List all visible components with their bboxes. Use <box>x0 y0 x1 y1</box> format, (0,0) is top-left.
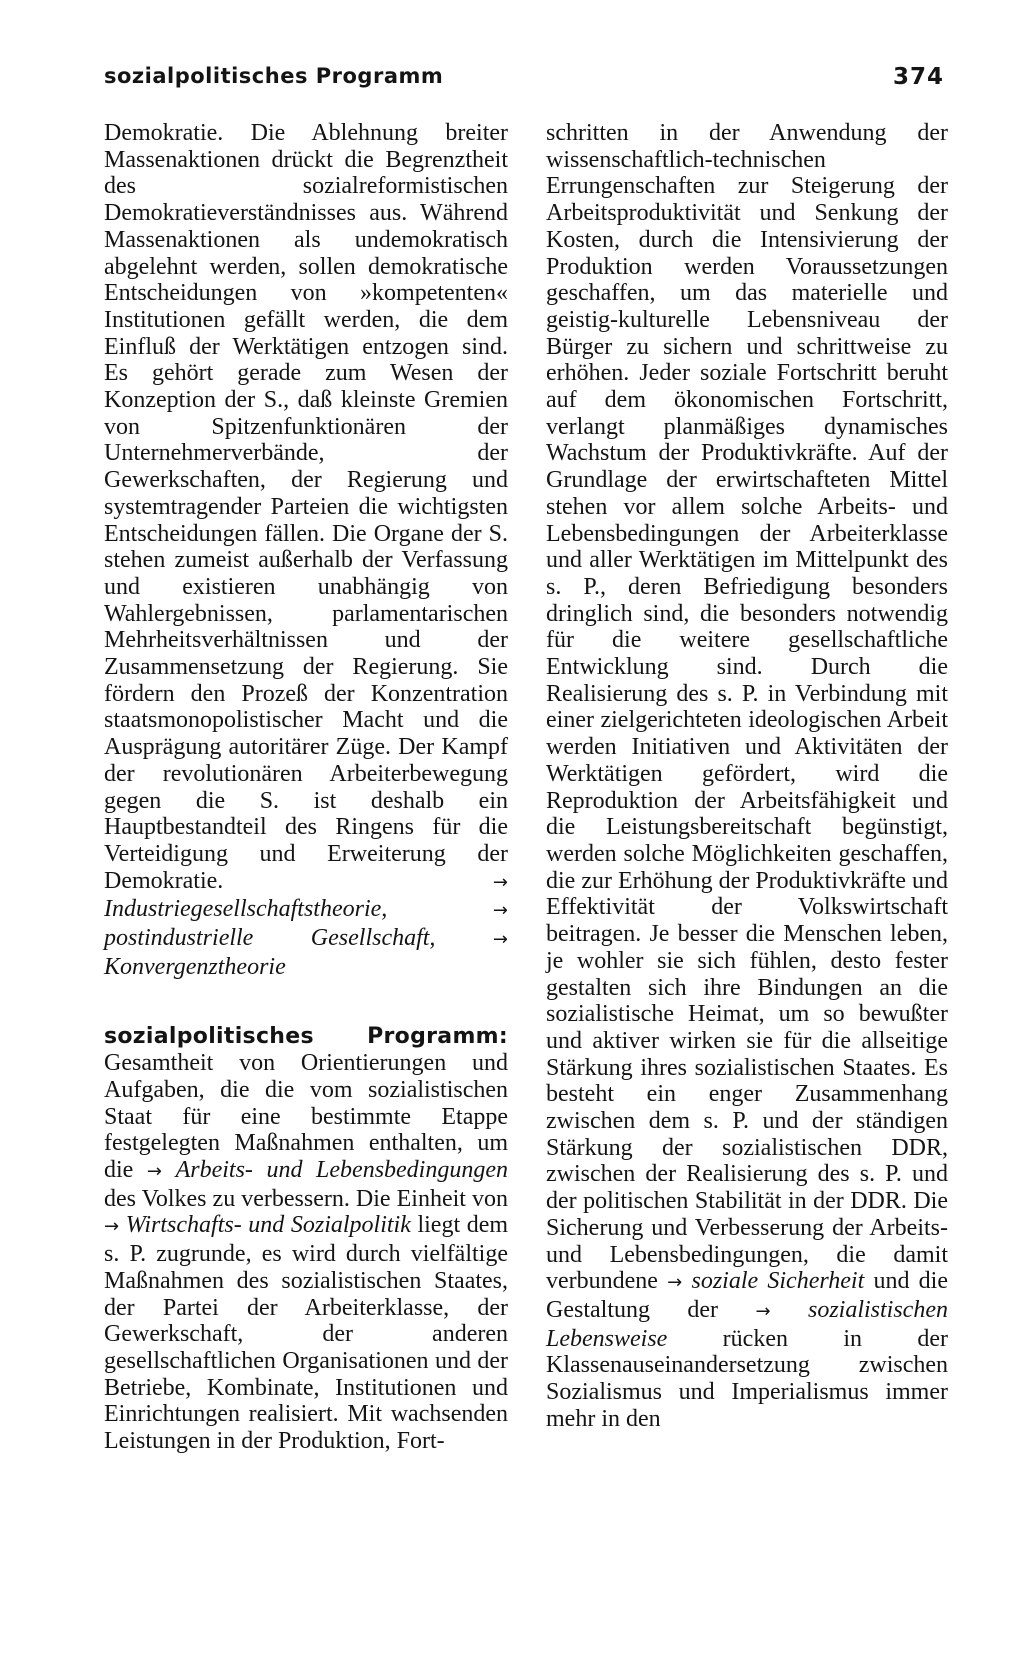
right-column <box>546 120 948 1432</box>
paragraph-text: rücken in der Klassenauseinandersetzung zwischen Sozialismus und Imperialismus immer mehr in den <box>546 1325 948 1432</box>
entry-paragraph <box>104 1023 508 1455</box>
cross-reference-arrow-icon: → <box>146 1161 162 1183</box>
paragraph-text: Demokratie. Die Ablehnung breiter Massenaktionen drückt die Begrenztheit des sozialreformistischen Demokratieverständnisses aus. Während Massenaktionen als undemokratisch abgelehnt werden, sollen demokratische Entscheidungen von »kompetenten« Institutionen gefällt werden, die dem Einfluß der Werktätigen entzogen sind. Es gehört gerade zum Wesen der Konzeption der S., daß kleinste Gremien von Spitzenfunktionären der Unternehmerverbände, der Gewerkschaften, der Regierung und systemtragender Parteien die wichtigsten Entscheidungen fällen. Die Organe der S. stehen zumeist außerhalb der Verfassung und existieren unabhängig von Wahlergebnissen, parlamentarischen Mehrheitsverhältnissen und der Zusammensetzung der Regierung. Sie fördern den Prozeß der Konzentration staatsmonopolistischer Macht und die Ausprägung autoritärer Züge. Der Kampf der revolutionären Arbeiterbewegung gegen die S. ist deshalb ein Hauptbestandteil des Ringens für die Verteidigung und Erweiterung der Demokratie. <box>104 120 508 894</box>
cross-reference-arrow-icon: → <box>667 1272 683 1294</box>
paragraph-text: Gesamtheit von Orientierungen und Aufgaben, die die vom sozialistischen Staat für eine bestimmte Etappe festgelegten Maßnahmen enthalten, um die <box>104 1050 508 1184</box>
cross-reference-arrow-icon: → <box>492 871 508 893</box>
cross-reference-link[interactable]: Wirtschafts- und Sozialpolitik <box>125 1212 411 1239</box>
cross-reference-link[interactable]: postindustrielle Gesellschaft, <box>104 925 436 952</box>
cross-reference-link[interactable]: Arbeits- und Lebensbedingungen <box>175 1157 509 1184</box>
cross-reference-arrow-icon: → <box>104 1216 120 1238</box>
paragraph-text: und die Gestaltung der <box>546 1268 949 1323</box>
paragraph-text: des Volkes zu verbessern. Die Einheit von <box>104 1185 508 1212</box>
cross-reference-link[interactable]: soziale Sicherheit <box>691 1268 865 1295</box>
cross-reference-arrow-icon: → <box>492 900 508 922</box>
page-number: 374 <box>892 64 944 90</box>
left-column <box>104 120 508 1455</box>
cross-reference-link[interactable]: Industriegesellschaftstheorie, <box>104 896 388 923</box>
running-header <box>104 64 964 104</box>
entry-continuation-paragraph <box>104 120 508 981</box>
cross-reference-link[interactable]: Konvergenztheorie <box>104 953 286 980</box>
entry-headword: sozialpolitisches Programm: <box>104 1023 508 1049</box>
cross-reference-link[interactable]: sozialistischen Lebensweise <box>546 1296 948 1352</box>
cross-reference-arrow-icon: → <box>755 1300 771 1322</box>
paragraph-text: schritten in der Anwendung der wissenschaftlich-technischen Errungenschaften zur Steigerung der Arbeitsproduktivität und Senkung der Kosten, durch die Intensivierung der Produktion werden Voraussetzungen geschaffen, um das materielle und geistig-kulturelle Lebensniveau der Bürger zu sichern und schrittweise zu erhöhen. Jeder soziale Fortschritt beruht auf dem ökonomischen Fortschritt, verlangt planmäßiges dynamisches Wachstum der Produktivkräfte. Auf der Grundlage der erwirtschafteten Mittel stehen vor allem solche Arbeits- und Lebensbedingungen der Arbeiterklasse und aller Werktätigen im Mittelpunkt des s. P., deren Befriedigung besonders dringlich sind, die besonders notwendig für die weitere gesellschaftliche Entwicklung sind. Durch die Realisierung des s. P. in Verbindung mit einer zielgerichteten ideologischen Arbeit werden Initiativen und Aktivitäten der Werktätigen gefördert, wird die Reproduktion der Arbeitsfähigkeit und die Leistungsbereitschaft begünstigt, werden solche Möglichkeiten geschaffen, die zur Erhöhung der Produktivkräfte und Effektivität der Volkswirtschaft beitragen. Je besser die Menschen leben, je wohler sie sich fühlen, desto fester gestalten sich ihre Bindungen an die sozialistische Heimat, um so bewußter und aktiver wirken sie für die allseitige Stärkung ihres sozialistischen Staates. Es besteht ein enger Zusammenhang zwischen dem s. P. und der ständigen Stärkung der sozialistischen DDR, zwischen der Realisierung des s. P. und der politischen Stabilität in der DDR. Die Sicherung und Verbesserung der Arbeits- und Lebensbedingungen, die damit verbundene <box>546 120 948 1295</box>
cross-reference-arrow-icon: → <box>492 929 508 951</box>
paragraph-text: liegt dem s. P. zugrunde, es wird durch vielfältige Maßnahmen des sozialistischen Staates, der Partei der Arbeiterklasse, der Gewerkschaft, der anderen gesellschaftlichen Organisationen und der Betriebe, Kombinate, Institutionen und Einrichtungen realisiert. Mit wachsenden Leistungen in der Produktion, Fort- <box>104 1212 509 1455</box>
entry-paragraph-continued <box>546 120 948 1432</box>
entry-divider-space <box>104 981 508 1023</box>
running-title: sozialpolitisches Programm <box>104 64 444 88</box>
